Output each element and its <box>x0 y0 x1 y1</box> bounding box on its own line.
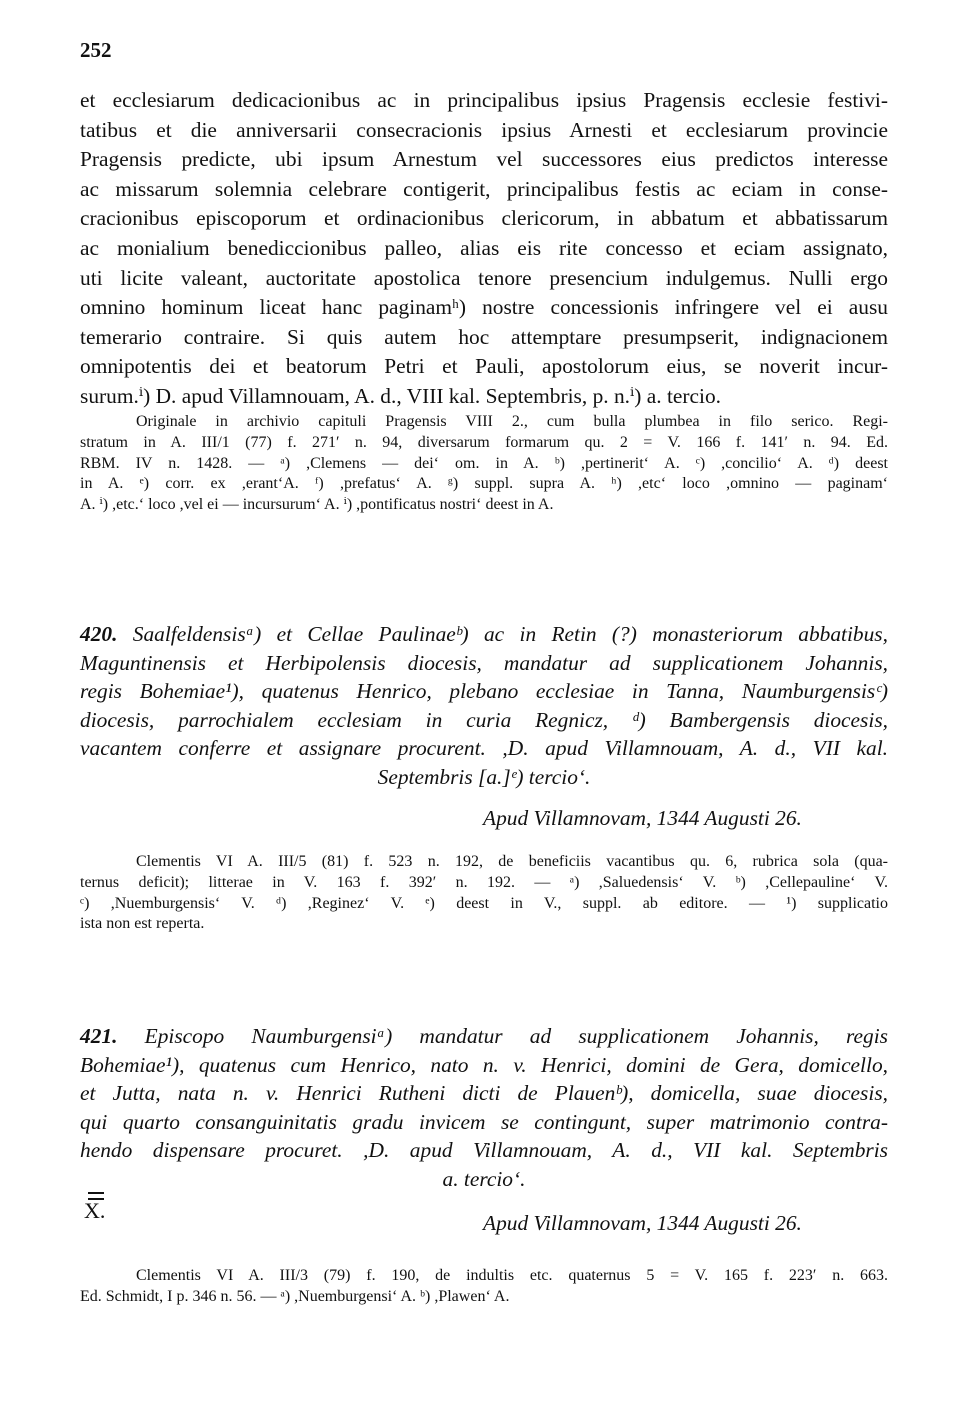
regest-line: et Jutta, nata n. v. Henrici Rutheni dicti de Plauenᵇ), domicella, suae diocesis, <box>80 1081 888 1105</box>
regest-line: hendo dispensare procuret. ,D. apud Villamnouam, A. d., VII kal. Septembris <box>80 1138 888 1162</box>
regest-line: diocesis, parrochialem ecclesiam in curia Regnicz, ᵈ) Bambergensis diocesis, <box>80 707 888 732</box>
body-line: ac monialium benediccionibus palleo, alias eis rite concesso et eciam assignato, <box>80 235 888 260</box>
regest-text: Saalfeldensisᵃ) et Cellae Paulinaeᵇ) ac in Retin (?) monasteriorum abbatibus, <box>132 622 888 646</box>
regest-text: Episcopo Naumburgensiᵃ) mandatur ad supplicationem Johannis, regis <box>144 1024 888 1048</box>
body-line: omnipotentis dei et beatorum Petri et Pauli, apostolorum eius, se noverit incur- <box>80 354 888 379</box>
body-text <box>80 86 888 412</box>
note-line: A. ⁱ) ,etc.‘ loco ,vel ei — incursurum‘ A. ⁱ) ,pontificatus nostri‘ deest in A. <box>80 496 554 514</box>
entry-number: 421. <box>80 1024 118 1048</box>
signature-text: X. <box>84 1198 106 1223</box>
entry-number: 420. <box>80 622 118 646</box>
regest-421 <box>80 1022 888 1193</box>
regest-line: vacantem conferre et assignare procurent. ,D. apud Villamnouam, A. d., VII kal. <box>80 736 888 760</box>
note-line: Clementis VI A. III/3 (79) f. 190, de indultis etc. quaternus 5 = V. 165 f. 223′ n. 663. <box>136 1267 888 1284</box>
regest-line: Bohemiae¹), quatenus cum Henrico, nato n. v. Henrici, domini de Gera, domicello, <box>80 1052 888 1077</box>
apparatus-notes-419 <box>80 412 888 516</box>
body-line: temerario contraire. Si quis autem hoc attemptare presumpserit, indignacionem <box>80 324 888 349</box>
regest-first-line <box>80 620 888 649</box>
regest-420 <box>80 620 888 791</box>
regest-line: a. tercio‘. <box>442 1166 526 1191</box>
note-line: ternus deficit); litterae in V. 163 f. 392′ n. 192. — ᵃ) ,Saluedensis‘ V. ᵇ) ,Cellepauline‘ V. <box>80 873 888 891</box>
body-line: ac missarum solemnia celebrare contigerit, principalibus festis ac eciam in conse- <box>80 176 888 201</box>
note-line: Originale in archivio capituli Pragensis VIII 2., cum bulla plumbea in filo serico. Regi- <box>136 413 888 430</box>
entry-date-421: Apud Villamnovam, 1344 Augusti 26. <box>483 1211 802 1235</box>
apparatus-notes-420 <box>80 852 888 935</box>
note-line: RBM. IV n. 1428. — ᵃ) ,Clemens — dei‘ om. in A. ᵇ) ,pertinerit‘ A. ᶜ) ,concilio‘ A. ᵈ) deest <box>80 454 888 472</box>
regest-line: qui quarto consanguinitatis gradu invicem se contingunt, super matrimonio contra- <box>80 1109 888 1134</box>
body-line: et ecclesiarum dedicacionibus ac in principalibus ipsius Pragensis ecclesie festivi- <box>80 88 888 112</box>
apparatus-notes-421 <box>80 1266 888 1308</box>
note-line: stratum in A. III/1 (77) f. 271′ n. 94, diversarum formarum qu. 2 = V. 166 f. 141′ n. 94. Ed. <box>80 433 888 451</box>
body-line: cracionibus episcoporum et ordinacionibus clericorum, in abbatum et abbatissarum <box>80 206 888 231</box>
body-line: surum.ⁱ) D. apud Villamnouam, A. d., VIII kal. Septembris, p. n.ⁱ) a. tercio. <box>80 383 722 408</box>
regest-line: Maguntinensis et Herbipolensis diocesis, mandatur ad supplicationem Johannis, <box>80 650 888 675</box>
note-line: Ed. Schmidt, I p. 346 n. 56. — ᵃ) ,Nuemburgensi‘ A. ᵇ) ,Plawen‘ A. <box>80 1287 510 1305</box>
body-line: Pragensis predicte, ubi ipsum Arnestum vel successores eius predictos interesse <box>80 147 888 172</box>
regest-first-line <box>80 1022 888 1051</box>
note-line: Clementis VI A. III/5 (81) f. 523 n. 192, de beneficiis vacantibus qu. 6, rubrica sola (qua- <box>136 853 888 870</box>
regest-line: regis Bohemiae¹), quatenus Henrico, plebano ecclesiae in Tanna, Naumburgensisᶜ) <box>80 679 888 703</box>
note-line: ista non est reperta. <box>80 915 205 933</box>
note-line: ᶜ) ,Nuemburgensis‘ V. ᵈ) ,Reginez‘ V. ᵉ) deest in V., suppl. ab editore. — ¹) supplicatio <box>80 894 888 912</box>
signature-mark <box>84 1192 105 1222</box>
body-line: tatibus et die anniversarii consecracionis ipsius Arnesti et ecclesiarum provincie <box>80 117 888 142</box>
regest-line: Septembris [a.]ᵉ) tercio‘. <box>377 764 591 789</box>
note-line: in A. ᵉ) corr. ex ,erant‘A. ᶠ) ,prefatus‘ A. ᵍ) suppl. supra A. ʰ) ,etc‘ loco ,omnino — paginam‘ <box>80 475 888 493</box>
body-line: uti licite valeant, auctoritate apostolica tenore presencium indulgemus. Nulli ergo <box>80 265 888 290</box>
page-number: 252 <box>80 38 112 62</box>
entry-date-420: Apud Villamnovam, 1344 Augusti 26. <box>483 806 802 830</box>
body-line: omnino hominum liceat hanc paginamʰ) nostre concessionis infringere vel ei ausu <box>80 295 888 320</box>
